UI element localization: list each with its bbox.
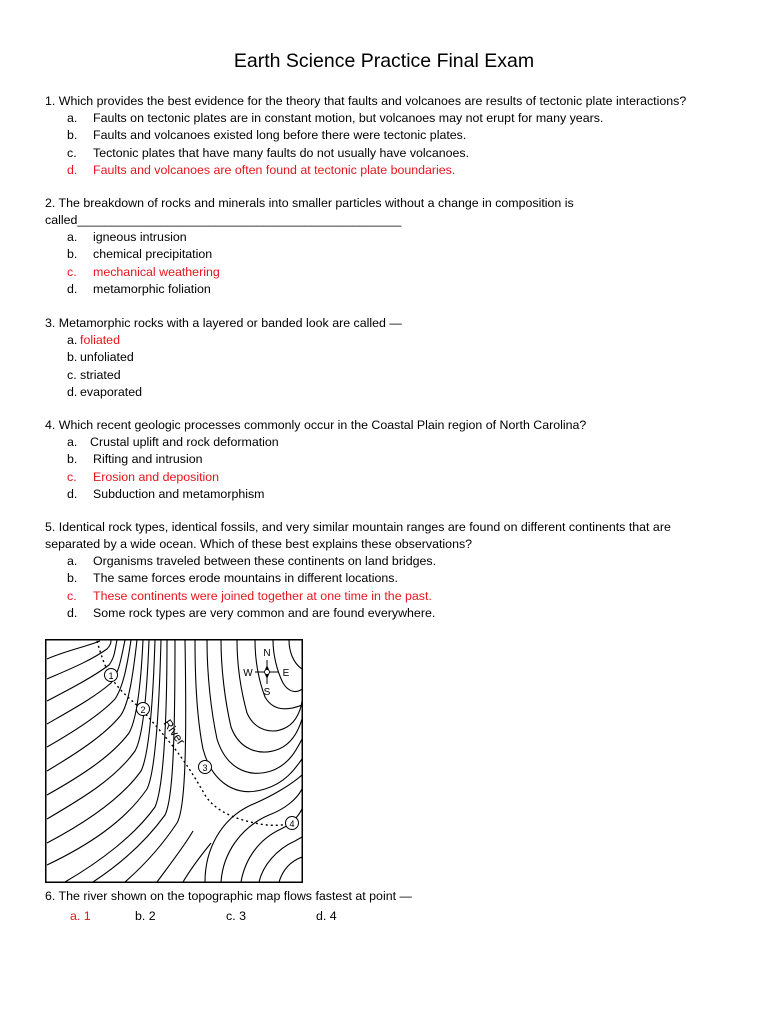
option-a: a. igneous intrusion bbox=[67, 230, 187, 244]
question-2 bbox=[45, 195, 725, 299]
question-stem: 3. Metamorphic rocks with a layered or banded look are called — bbox=[45, 316, 402, 330]
compass-west: W bbox=[243, 668, 253, 679]
point-3-marker bbox=[199, 761, 212, 774]
point-1-marker bbox=[105, 669, 118, 682]
option-a: a. Organisms traveled between these continents on land bridges. bbox=[67, 554, 437, 568]
question-5 bbox=[45, 519, 725, 623]
river-label: River bbox=[160, 716, 189, 748]
option-b: b. chemical precipitation bbox=[67, 247, 213, 262]
option-a: a. Faults on tectonic plates are in constant motion, but volcanoes may not erupt for many years. bbox=[67, 111, 604, 125]
option-d: d. Subduction and metamorphism bbox=[67, 487, 265, 502]
question-1 bbox=[45, 93, 725, 180]
option-d: d. evaporated bbox=[67, 385, 143, 400]
option-c: c. Tectonic plates that have many faults do not usually have volcanoes. bbox=[67, 145, 470, 160]
svg-text:3: 3 bbox=[202, 763, 208, 773]
question-stem: 5. Identical rock types, identical fossils, and very similar mountain ranges are found on different continents that are separated by a wide ocean. Which of these best explains these observations? bbox=[45, 520, 671, 551]
compass-rose bbox=[243, 648, 289, 698]
svg-text:4: 4 bbox=[289, 819, 295, 829]
option-d: d. Some rock types are very common and are found everywhere. bbox=[67, 606, 436, 621]
option-d: d. metamorphic foliation bbox=[67, 282, 211, 297]
question-4 bbox=[45, 417, 725, 504]
point-4-marker bbox=[286, 817, 299, 830]
option-a-correct-answer: a. foliated bbox=[67, 333, 120, 347]
option-b: b. The same forces erode mountains in different locations. bbox=[67, 571, 398, 586]
page-title: Earth Science Practice Final Exam bbox=[233, 50, 535, 72]
compass-north: N bbox=[263, 648, 271, 659]
svg-text:2: 2 bbox=[140, 705, 146, 715]
option-b: b. Rifting and intrusion bbox=[67, 452, 203, 467]
option-c-correct-answer: c. mechanical weathering bbox=[67, 264, 220, 279]
option-b: b. 2 bbox=[135, 909, 156, 923]
svg-text:1: 1 bbox=[108, 671, 114, 681]
option-b: b. unfoliated bbox=[67, 350, 134, 365]
question-stem: 4. Which recent geologic processes commonly occur in the Coastal Plain region of North Carolina? bbox=[45, 418, 587, 432]
compass-south: S bbox=[263, 687, 271, 698]
point-2-marker bbox=[137, 703, 150, 716]
question-6-stem: 6. The river shown on the topographic map flows fastest at point — bbox=[45, 889, 412, 903]
question-6-options bbox=[0, 907, 768, 925]
option-c-correct-answer: c. These continents were joined together at one time in the past. bbox=[67, 588, 432, 603]
river-path bbox=[97, 641, 295, 825]
contour-lines bbox=[47, 640, 302, 882]
option-a: a. Crustal uplift and rock deformation bbox=[67, 435, 279, 449]
answer-blank: _______________________________________________ bbox=[77, 213, 402, 227]
question-stem: 1. Which provides the best evidence for the theory that faults and volcanoes are results of tectonic plate interactions? bbox=[45, 94, 687, 108]
compass-east: E bbox=[282, 668, 290, 679]
option-b: b. Faults and volcanoes existed long before there were tectonic plates. bbox=[67, 128, 467, 143]
question-3 bbox=[45, 315, 725, 402]
option-a-correct-answer: a. 1 bbox=[70, 909, 91, 923]
option-d-correct-answer: d. Faults and volcanoes are often found at tectonic plate boundaries. bbox=[67, 163, 456, 178]
topographic-map bbox=[45, 639, 303, 883]
question-stem: 2. The breakdown of rocks and minerals into smaller particles without a change in composition is called_______________________________________________ bbox=[45, 196, 574, 227]
option-c: c. 3 bbox=[226, 909, 246, 923]
option-c-correct-answer: c. Erosion and deposition bbox=[67, 469, 220, 484]
option-c: c. striated bbox=[67, 367, 121, 382]
option-d: d. 4 bbox=[316, 909, 337, 923]
map-border bbox=[46, 640, 303, 883]
